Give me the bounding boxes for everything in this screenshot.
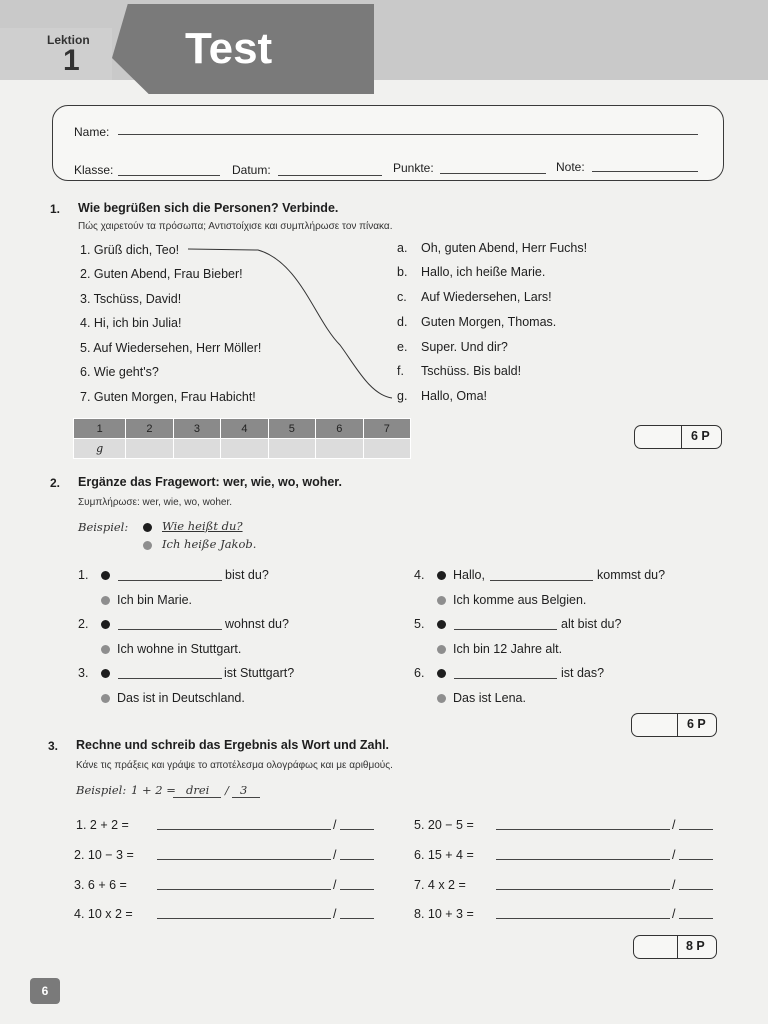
task1-right-letter: a. [397,241,408,255]
class-label: Klasse: [74,163,114,177]
task3-equation: 2. 10 − 3 = [74,848,134,862]
task2-example-question: Wie heißt du? [162,519,243,533]
task3-example-slash: / [225,783,229,797]
task3-example-word: drei [186,783,210,797]
table-answer-cell[interactable] [221,439,268,459]
table-header-cell: 3 [173,419,220,439]
table-answer-cell[interactable] [363,439,410,459]
task2-item-number: 1. [78,568,89,582]
task3-equation: 8. 10 + 3 = [414,907,474,921]
task3-equation: 7. 4 x 2 = [414,878,466,892]
speaker-dot-icon [437,620,446,629]
grade-label: Note: [556,160,585,174]
page-title: Test [185,24,273,73]
task3-example-word-line [173,797,221,798]
task1-number: 1. [50,202,61,216]
task2-answer: Das ist in Deutschland. [117,691,245,705]
task3-number-blank[interactable] [679,829,713,830]
task2-question: ist Stuttgart? [224,666,295,680]
task2-answer: Ich komme aus Belgien. [453,593,587,607]
task3-word-blank[interactable] [496,859,670,860]
task3-example-expression: 1 + 2 = [131,783,176,797]
task2-number: 2. [50,476,61,490]
task2-question: kommst du? [597,568,666,582]
task3-number-blank[interactable] [340,889,374,890]
task1-points: 6 P [691,429,710,443]
task3-word-blank[interactable] [496,889,670,890]
table-header-cell: 1 [74,419,126,439]
task2-answer: Ich wohne in Stuttgart. [117,642,242,656]
task3-number-blank[interactable] [679,859,713,860]
task1-answer-table [73,418,411,459]
task1-instruction-greek: Πώς χαιρετούν τα πρόσωπα; Αντιστοίχισε και συμπλήρωσε τον πίνακα. [78,221,393,232]
task1-right-item: Oh, guten Abend, Herr Fuchs! [421,241,588,255]
task2-points-box [631,713,717,737]
table-answer-cell[interactable] [173,439,220,459]
lesson-number: 1 [63,44,80,77]
task3-slash: / [672,907,676,921]
task3-slash: / [333,848,337,862]
task2-blank[interactable] [118,580,222,581]
task3-slash: / [333,878,337,892]
task3-word-blank[interactable] [496,918,670,919]
task2-points: 6 P [687,717,706,731]
speaker-dot-icon [101,645,110,654]
task1-left-item: 2. Guten Abend, Frau Bieber! [80,267,243,281]
task1-right-item: Auf Wiedersehen, Lars! [421,290,552,304]
lesson-label: Lektion [47,33,90,47]
table-header-cell: 2 [126,419,173,439]
speaker-dot-icon [437,596,446,605]
table-answer-cell[interactable]: g [74,439,126,459]
task2-answer: Ich bin Marie. [117,593,193,607]
task1-right-letter: d. [397,315,408,329]
task2-item-number: 2. [78,617,89,631]
task2-question: alt bist du? [561,617,622,631]
task3-slash: / [672,878,676,892]
task2-item-number: 5. [414,617,425,631]
task2-question: wohnst du? [225,617,289,631]
points-divider [681,426,682,448]
task2-question: bist du? [225,568,269,582]
task3-number-blank[interactable] [340,859,374,860]
table-header-cell: 7 [363,419,410,439]
task2-blank[interactable] [454,629,557,630]
speaker-dot-icon [101,669,110,678]
speaker-dot-icon [101,596,110,605]
task3-points-box [633,935,717,959]
task2-item-number: 6. [414,666,425,680]
task2-example-answer: Ich heiße Jakob. [162,537,257,551]
task3-example-label: Beispiel: [76,783,127,797]
task2-title: Ergänze das Fragewort: wer, wie, wo, woher. [78,475,342,489]
speaker-dot-icon [101,694,110,703]
task2-example-label: Beispiel: [78,520,129,534]
task3-word-blank[interactable] [157,889,331,890]
task2-question: ist das? [561,666,605,680]
task3-word-blank[interactable] [157,829,331,830]
task1-right-item: Tschüss. Bis bald! [421,364,522,378]
page-number: 6 [30,978,60,1004]
task3-equation: 6. 15 + 4 = [414,848,474,862]
task1-right-item: Hallo, ich heiße Marie. [421,265,546,279]
task1-points-box [634,425,722,449]
task3-word-blank[interactable] [496,829,670,830]
task3-slash: / [672,848,676,862]
task1-right-letter: c. [397,290,407,304]
task2-answer: Das ist Lena. [453,691,526,705]
speaker-dot-icon [143,523,152,532]
date-label: Datum: [232,163,271,177]
table-answer-cell[interactable] [268,439,315,459]
table-header-cell: 6 [316,419,363,439]
table-header-cell: 5 [268,419,315,439]
points-divider [677,714,678,736]
speaker-dot-icon [437,694,446,703]
speaker-dot-icon [437,669,446,678]
task3-example-number-line [232,797,260,798]
task1-title: Wie begrüßen sich die Personen? Verbinde. [78,201,339,215]
task3-instruction-greek: Κάνε τις πράξεις και γράψε το αποτέλεσμα ολογράφως και με αριθμούς. [76,760,393,771]
task3-number-blank[interactable] [340,918,374,919]
task3-equation: 4. 10 x 2 = [74,907,133,921]
task3-equation: 5. 20 − 5 = [414,818,474,832]
task3-number-blank[interactable] [679,889,713,890]
task2-blank[interactable] [118,629,222,630]
speaker-dot-icon [437,571,446,580]
task3-slash: / [333,818,337,832]
task1-left-item: 5. Auf Wiedersehen, Herr Möller! [80,341,262,355]
task1-right-letter: b. [397,265,408,279]
task3-word-blank[interactable] [157,918,331,919]
task1-right-letter: e. [397,340,408,354]
table-answer-cell[interactable] [126,439,173,459]
task3-points: 8 P [686,939,705,953]
task3-number-blank[interactable] [679,918,713,919]
task3-equation: 3. 6 + 6 = [74,878,127,892]
task1-right-item: Guten Morgen, Thomas. [421,315,557,329]
task3-word-blank[interactable] [157,859,331,860]
task3-number: 3. [48,739,59,753]
speaker-dot-icon [101,620,110,629]
task2-blank[interactable] [118,678,222,679]
task1-right-letter: f. [397,364,404,378]
task3-slash: / [333,907,337,921]
task1-left-item: 1. Grüß dich, Teo! [80,243,180,257]
task2-blank[interactable] [454,678,557,679]
task1-left-item: 6. Wie geht's? [80,365,159,379]
task1-left-item: 3. Tschüss, David! [80,292,182,306]
task2-instruction-greek: Συμπλήρωσε: wer, wie, wo, woher. [78,497,233,508]
speaker-dot-icon [101,571,110,580]
task1-right-item: Super. Und dir? [421,340,508,354]
task2-item-number: 3. [78,666,89,680]
name-label: Name: [74,125,110,139]
task2-item-number: 4. [414,568,425,582]
task1-right-item: Hallo, Oma! [421,389,487,403]
task2-answer: Ich bin 12 Jahre alt. [453,642,563,656]
task3-number-blank[interactable] [340,829,374,830]
task1-left-item: 7. Guten Morgen, Frau Habicht! [80,390,256,404]
speaker-dot-icon [143,541,152,550]
task1-left-item: 4. Hi, ich bin Julia! [80,316,182,330]
points-divider [677,936,678,958]
task1-right-letter: g. [397,389,408,403]
points-label: Punkte: [393,161,434,175]
table-header-cell: 4 [221,419,268,439]
task3-title: Rechne und schreib das Ergebnis als Wort und Zahl. [76,738,390,752]
task3-example-number: 3 [240,783,248,797]
task2-blank[interactable] [490,580,593,581]
table-answer-cell[interactable] [316,439,363,459]
task3-equation: 1. 2 + 2 = [76,818,129,832]
speaker-dot-icon [437,645,446,654]
task3-slash: / [672,818,676,832]
task2-question-start: Hallo, [453,568,485,582]
